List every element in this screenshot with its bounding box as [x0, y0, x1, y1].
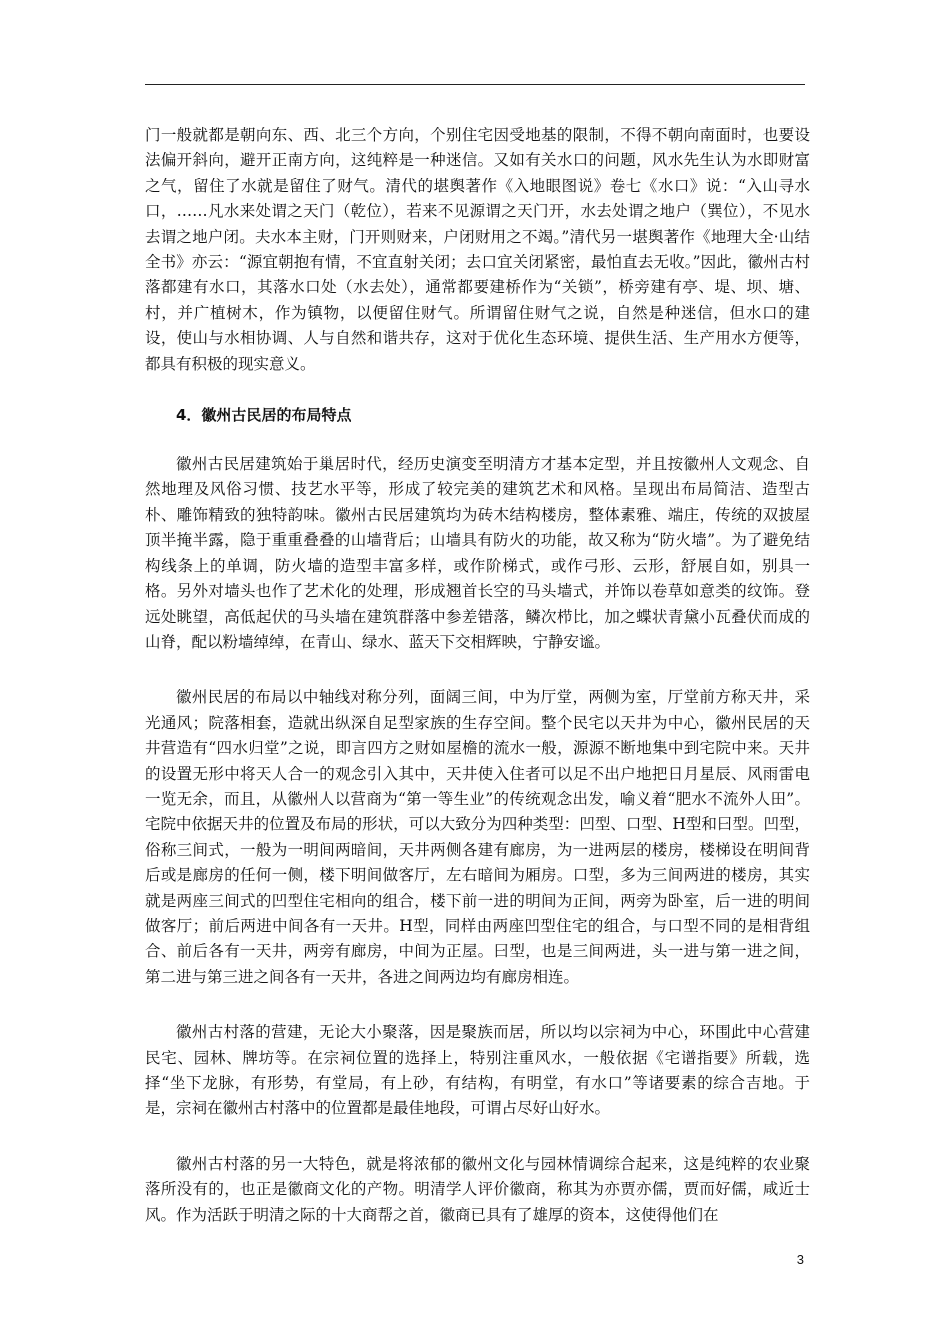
- body-text: [145, 123, 810, 1228]
- section-heading: 4．徽州古民居的布局特点: [176, 406, 352, 425]
- paragraph-ancestral-hall: 徽州古村落的营建，无论大小聚落，因是聚族而居，所以均以宗祠为中心，环围此中心营建民宅、园林、牌坊等。在宗祠位置的选择上，特别注重风水，一般依据《宅谱指要》所载，选择“坐下龙脉，有形势，有堂局，有上砂，有结构，有明堂，有水口”等诸要素的综合吉地。于是，宗祠在徽州古村落中的位置都是最佳地段，可谓占尽好山好水。: [145, 1023, 810, 1118]
- paragraph-courtyard-layout: 徽州民居的布局以中轴线对称分列，面阔三间，中为厅堂，两侧为室，厅堂前方称天井，采光通风；院落相套，造就出纵深自足型家族的生存空间。整个民宅以天井为中心，徽州民居的天井营造有“四水归堂”之说，即言四方之财如屋檐的流水一般，源源不断地集中到宅院中来。天井的设置无形中将天人合一的观念引入其中，天井使入住者可以足不出户地把日月星辰、风雨雷电一览无余，而且，从徽州人以营商为“第一等生业”的传统观念出发，喻义着“肥水不流外人田”。宅院中依据天井的位置及布局的形状，可以大致分为四种类型：凹型、口型、H型和曰型。凹型，俗称三间式，一般为一明间两暗间，天井两侧各建有廊房，为一进两层的楼房，楼梯设在明间背后或是廊房的任何一侧，楼下明间做客厅，左右暗间为厢房。口型，多为三间两进的楼房，其实就是两座三间式的凹型住宅相向的组合，楼下前一进的明间为正间，两旁为卧室，后一进的明间做客厅；前后两进中间各有一天井。H型，同样由两座凹型住宅的组合，与口型不同的是相背组合、前后各有一天井，两旁有廊房，中间为正屋。曰型，也是三间两进，头一进与第一进之间，第二进与第三进之间各有一天井，各进之间两边均有廊房相连。: [145, 688, 810, 986]
- paragraph-garden-culture: 徽州古村落的另一大特色，就是将浓郁的徽州文化与园林情调综合起来，这是纯粹的农业聚落所没有的，也正是徽商文化的产物。明清学人评价徽商，称其为亦贾亦儒，贾而好儒，咸近士风。作为活跃于明清之际的十大商帮之首，徽商已具有了雄厚的资本，这使得他们在: [145, 1154, 810, 1224]
- page-number: 3: [796, 1252, 804, 1267]
- paragraph-continuation: 门一般就都是朝向东、西、北三个方向，个别住宅因受地基的限制，不得不朝向南面时，也要设法偏开斜向，避开正南方向，这纯粹是一种迷信。又如有关水口的问题，风水先生认为水即财富之气，留住了水就是留住了财气。清代的堪舆著作《入地眼图说》卷七《水口》说：“入山寻水口，……凡水来处谓之天门（乾位），若来不见源谓之天门开，水去处谓之地户（巽位），不见水去谓之地户闭。夫水本主财，门开则财来，户闭财用之不竭。”清代另一堪舆著作《地理大全·山结全书》亦云：“源宜朝抱有情，不宜直射关闭；去口宜关闭紧密，最怕直去无收。”因此，徽州古村落都建有水口，其落水口处（水去处），通常都要建桥作为“关锁”，桥旁建有亭、堤、坝、塘、村，并广植树木，作为镇物，以便留住财气。所谓留住财气之说，自然是种迷信，但水口的建设，使山与水相协调、人与自然和谐共存，这对于优化生态环境、提供生活、生产用水方便等，都具有积极的现实意义。: [145, 126, 810, 373]
- paragraph-layout-intro: 徽州古民居建筑始于巢居时代，经历史演变至明清方才基本定型，并且按徽州人文观念、自然地理及风俗习惯、技艺水平等，形成了较完美的建筑艺术和风格。呈现出布局简洁、造型古朴、雕饰精致的独特韵味。徽州古民居建筑均为砖木结构楼房，整体素雅、端庄，传统的双披屋顶半掩半露，隐于重重叠叠的山墙背后；山墙具有防火的功能，故又称为“防火墙”。为了避免结构线条上的单调，防火墙的造型丰富多样，或作阶梯式，或作弓形、云形，舒展自如，别具一格。另外对墙头也作了艺术化的处理，形成翘首长空的马头墙式，并饰以卷草如意类的纹饰。登远处眺望，高低起伏的马头墙在建筑群落中参差错落，鳞次栉比，加之蝶状青黛小瓦叠伏而成的山脊，配以粉墙绰绰，在青山、绿水、蓝天下交相辉映，宁静安谧。: [145, 455, 810, 651]
- header-rule: [145, 84, 805, 85]
